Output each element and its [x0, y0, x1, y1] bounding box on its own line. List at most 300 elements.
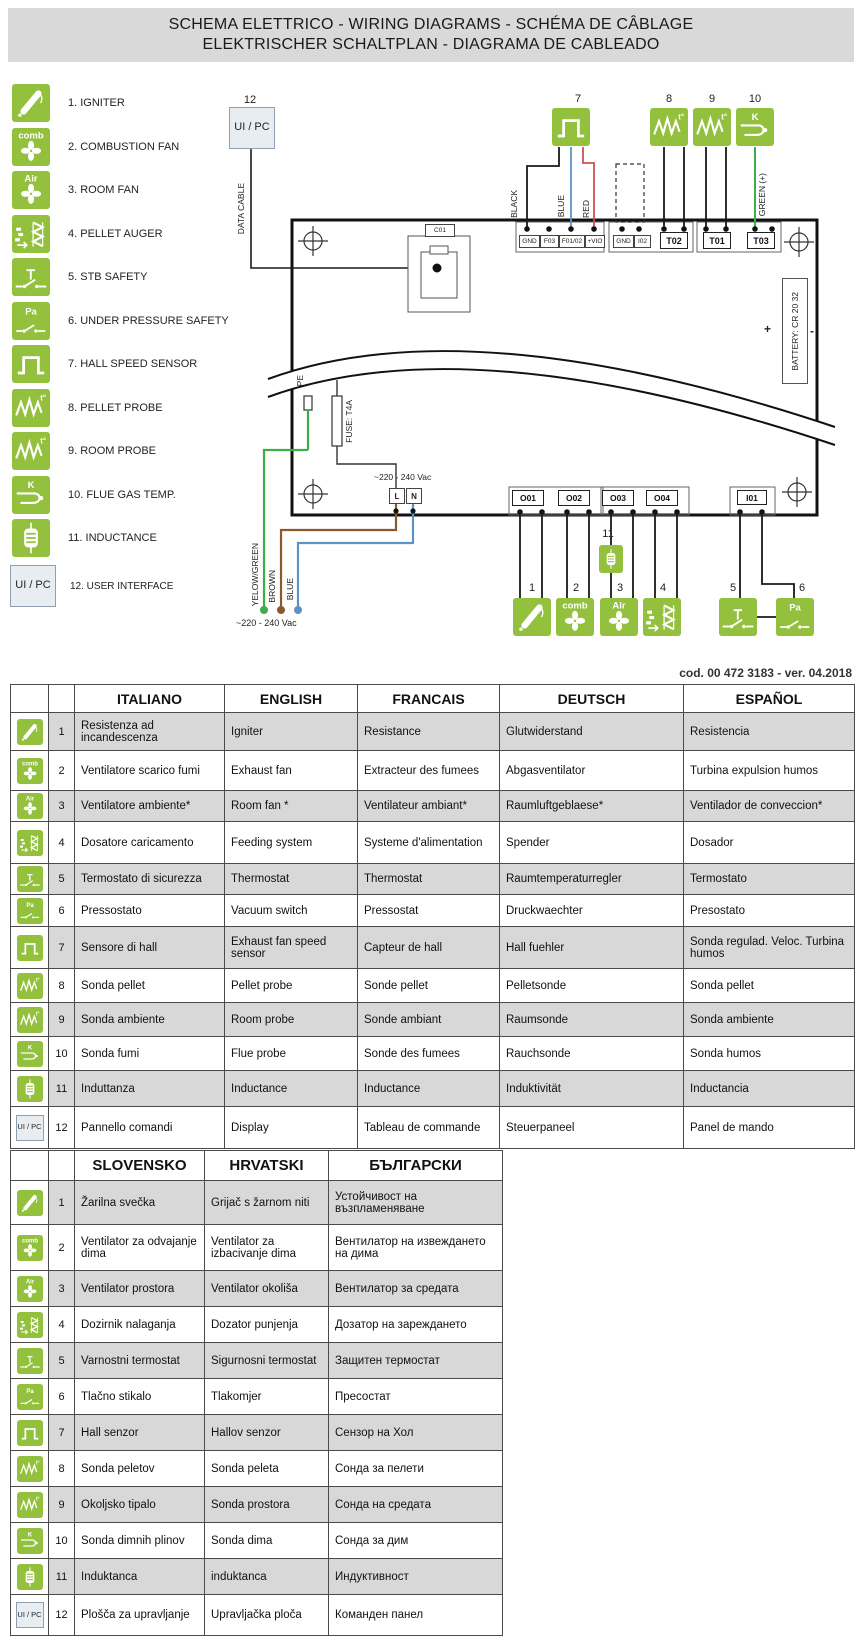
- title-line-2: ELEKTRISCHER SCHALTPLAN - DIAGRAMA DE CABLEADO: [202, 36, 660, 53]
- pellet-auger-icon: [17, 1312, 43, 1338]
- table-row: [11, 1487, 503, 1523]
- pressure-safety-component: [776, 598, 814, 636]
- legend-item-igniter: [12, 84, 125, 122]
- cell-deutsch: Raumsonde: [500, 1003, 684, 1037]
- row-icon: [11, 895, 49, 927]
- header-deutsch: DEUTSCH: [500, 685, 684, 713]
- table-row: [11, 1071, 855, 1107]
- terminal-gnd: GND: [519, 235, 540, 248]
- cell-english: Inductance: [225, 1071, 358, 1107]
- hall-sensor-icon: [17, 1420, 43, 1446]
- header-italiano: ITALIANO: [75, 685, 225, 713]
- row-num: 11: [49, 1071, 75, 1107]
- cell-hrvatski: Hallov senzor: [205, 1415, 329, 1451]
- table-header-row: [11, 1151, 503, 1181]
- cell-slovensko: Ventilator prostora: [75, 1271, 205, 1307]
- language-table-secondary: [10, 1150, 503, 1636]
- legend-label: 1. IGNITER: [68, 97, 125, 109]
- row-num: 7: [49, 1415, 75, 1451]
- c01-label: C01: [425, 224, 455, 237]
- cell-deutsch: Druckwaechter: [500, 895, 684, 927]
- inductance-component: [599, 545, 623, 573]
- red-wire-label: RED: [581, 200, 591, 218]
- row-num: 10: [49, 1523, 75, 1559]
- cell-italiano: Termostato di sicurezza: [75, 864, 225, 895]
- component-number-8: 8: [665, 93, 673, 105]
- legend-label: 9. ROOM PROBE: [68, 445, 157, 457]
- legend-item-under-pressure-safety: [12, 302, 229, 340]
- cell-deutsch: Abgasventilator: [500, 751, 684, 791]
- table-row: [11, 1307, 503, 1343]
- room-fan-icon: [12, 171, 50, 209]
- cell-deutsch: Raumtemperaturregler: [500, 864, 684, 895]
- row-icon: [11, 791, 49, 822]
- cell-hrvatski: Sonda prostora: [205, 1487, 329, 1523]
- row-icon: [11, 1487, 49, 1523]
- row-num: 6: [49, 1379, 75, 1415]
- mains-voltage-bottom: ~220 - 240 Vac: [236, 618, 297, 628]
- header-english: ENGLISH: [225, 685, 358, 713]
- header-num-col: [49, 685, 75, 713]
- cell-bulgarski: Защитен термостат: [329, 1343, 503, 1379]
- cell-francais: Tableau de commande: [358, 1107, 500, 1149]
- cell-italiano: Resistenza ad incandescenza: [75, 713, 225, 751]
- cell-bulgarski: Команден панел: [329, 1595, 503, 1636]
- cell-italiano: Ventilatore ambiente*: [75, 791, 225, 822]
- cell-espanol: Sonda humos: [684, 1037, 855, 1071]
- room-probe-icon: [12, 432, 50, 470]
- table-row: [11, 1107, 855, 1149]
- language-table-main: [10, 684, 855, 1149]
- legend-item-pellet-auger: [12, 215, 163, 253]
- cell-english: Igniter: [225, 713, 358, 751]
- cell-francais: Sonde pellet: [358, 969, 500, 1003]
- component-number-5: 5: [729, 582, 737, 594]
- cell-italiano: Pressostato: [75, 895, 225, 927]
- yellow-green-wire-label: YELOW/GREEN: [250, 543, 260, 607]
- table-row: [11, 895, 855, 927]
- row-icon: [11, 1107, 49, 1149]
- battery-plus: +: [764, 322, 772, 336]
- row-icon: [11, 1181, 49, 1225]
- row-icon: [11, 1003, 49, 1037]
- combustion-fan-icon: [17, 758, 43, 784]
- optional-sensor-dashed-box: [616, 164, 644, 222]
- header-slovensko: SLOVENSKO: [75, 1151, 205, 1181]
- cell-slovensko: Žarilna svečka: [75, 1181, 205, 1225]
- row-icon: [11, 1559, 49, 1595]
- cell-bulgarski: Сензор на Хол: [329, 1415, 503, 1451]
- green-wire-label: GREEN (+): [757, 173, 767, 217]
- terminal-o03: O03: [602, 490, 634, 506]
- room-probe-component: [693, 108, 731, 146]
- cell-italiano: Sensore di hall: [75, 927, 225, 969]
- row-icon: [11, 822, 49, 864]
- terminal-t01: T01: [703, 232, 731, 249]
- header-francais: FRANCAIS: [358, 685, 500, 713]
- cell-english: Room fan *: [225, 791, 358, 822]
- hall-sensor-icon: [17, 935, 43, 961]
- table-row: [11, 1595, 503, 1636]
- legend-label: 10. FLUE GAS TEMP.: [68, 489, 176, 501]
- cell-deutsch: Hall fuehler: [500, 927, 684, 969]
- cell-deutsch: Steuerpaneel: [500, 1107, 684, 1149]
- header-hrvatski: HRVATSKI: [205, 1151, 329, 1181]
- row-icon: [11, 1071, 49, 1107]
- row-num: 8: [49, 969, 75, 1003]
- terminal-f01-02: F01/02: [559, 235, 585, 248]
- table-row: [11, 1523, 503, 1559]
- inductance-icon: [17, 1076, 43, 1102]
- row-icon: [11, 713, 49, 751]
- terminal-o04: O04: [646, 490, 678, 506]
- cell-bulgarski: Вентилатор на извеждането на дима: [329, 1225, 503, 1271]
- terminal-i02: I02: [634, 235, 651, 248]
- terminal-i01: I01: [737, 490, 767, 505]
- cell-english: Feeding system: [225, 822, 358, 864]
- cell-bulgarski: Индуктивност: [329, 1559, 503, 1595]
- hall-sensor-component: [552, 108, 590, 146]
- cell-espanol: Ventilador de conveccion*: [684, 791, 855, 822]
- component-number-3: 3: [616, 582, 624, 594]
- row-icon: [11, 1415, 49, 1451]
- cell-slovensko: Okoljsko tipalo: [75, 1487, 205, 1523]
- row-icon: [11, 1037, 49, 1071]
- cell-italiano: Dosatore caricamento: [75, 822, 225, 864]
- cell-deutsch: Spender: [500, 822, 684, 864]
- cell-italiano: Induttanza: [75, 1071, 225, 1107]
- cell-espanol: Turbina expulsion humos: [684, 751, 855, 791]
- table-row: [11, 1037, 855, 1071]
- table-row: [11, 1343, 503, 1379]
- cell-english: Thermostat: [225, 864, 358, 895]
- cell-francais: Ventilateur ambiant*: [358, 791, 500, 822]
- header-icon-col: [11, 1151, 49, 1181]
- component-number-7: 7: [574, 93, 582, 105]
- terminal-o02: O02: [558, 490, 590, 506]
- cell-hrvatski: induktanca: [205, 1559, 329, 1595]
- cell-hrvatski: Tlakomjer: [205, 1379, 329, 1415]
- row-icon: [11, 1307, 49, 1343]
- cell-hrvatski: Sonda dima: [205, 1523, 329, 1559]
- row-num: 1: [49, 713, 75, 751]
- row-num: 8: [49, 1451, 75, 1487]
- cell-english: Room probe: [225, 1003, 358, 1037]
- table-row: [11, 751, 855, 791]
- igniter-icon: [17, 719, 43, 745]
- legend-label: 3. ROOM FAN: [68, 184, 139, 196]
- pellet-probe-icon: [17, 1456, 43, 1482]
- stb-safety-icon: [12, 258, 50, 296]
- inductance-icon: [17, 1564, 43, 1590]
- flue-gas-probe-component: [736, 108, 774, 146]
- cell-english: Pellet probe: [225, 969, 358, 1003]
- row-icon: [11, 1343, 49, 1379]
- combustion-fan-component: [556, 598, 594, 636]
- cell-espanol: Inductancia: [684, 1071, 855, 1107]
- cell-bulgarski: Устойчивост на възпламеняване: [329, 1181, 503, 1225]
- igniter-icon: [17, 1190, 43, 1216]
- cell-espanol: Dosador: [684, 822, 855, 864]
- cell-espanol: Sonda ambiente: [684, 1003, 855, 1037]
- pellet-probe-icon: [17, 973, 43, 999]
- legend-item-pellet-probe: [12, 389, 163, 427]
- terminal-f03: F03: [540, 235, 559, 248]
- cell-francais: Inductance: [358, 1071, 500, 1107]
- terminal-t02: T02: [660, 232, 688, 249]
- legend-label: 6. UNDER PRESSURE SAFETY: [68, 315, 229, 327]
- row-icon: [11, 1595, 49, 1636]
- room-fan-icon: [17, 1276, 43, 1302]
- cell-slovensko: Hall senzor: [75, 1415, 205, 1451]
- cell-slovensko: Varnostni termostat: [75, 1343, 205, 1379]
- cell-english: Flue probe: [225, 1037, 358, 1071]
- cell-francais: Capteur de hall: [358, 927, 500, 969]
- ui-pc-icon: UI / PC: [10, 565, 56, 607]
- table-row: [11, 1225, 503, 1271]
- cell-hrvatski: Dozator punjenja: [205, 1307, 329, 1343]
- title-line-1: SCHEMA ELETTRICO - WIRING DIAGRAMS - SCHÉMA DE CÂBLAGE: [168, 16, 694, 33]
- cell-bulgarski: Пресостат: [329, 1379, 503, 1415]
- pellet-auger-icon: [17, 830, 43, 856]
- cell-francais: Systeme d'alimentation: [358, 822, 500, 864]
- stb-safety-component: [719, 598, 757, 636]
- legend-item-room-probe: [12, 432, 156, 470]
- table-header-row: [11, 685, 855, 713]
- cell-slovensko: Dozirnik nalaganja: [75, 1307, 205, 1343]
- table-row: [11, 1271, 503, 1307]
- header-num-col: [49, 1151, 75, 1181]
- cell-deutsch: Raumluftgeblaese*: [500, 791, 684, 822]
- table-row: [11, 713, 855, 751]
- row-icon: [11, 1379, 49, 1415]
- cell-deutsch: Induktivität: [500, 1071, 684, 1107]
- cell-italiano: Ventilatore scarico fumi: [75, 751, 225, 791]
- c01-connector: [408, 236, 470, 312]
- pressure-safety-icon: [17, 1384, 43, 1410]
- mains-voltage-top: ~220 - 240 Vac: [374, 472, 432, 482]
- black-wire-label: BLACK: [509, 190, 519, 218]
- header-icon-col: [11, 685, 49, 713]
- component-number-6: 6: [798, 582, 806, 594]
- cell-hrvatski: Upravljačka ploča: [205, 1595, 329, 1636]
- row-icon: [11, 969, 49, 1003]
- legend-label: 7. HALL SPEED SENSOR: [68, 358, 198, 370]
- combustion-fan-icon: [17, 1235, 43, 1261]
- pellet-auger-icon: [12, 215, 50, 253]
- combustion-fan-icon: [12, 128, 50, 166]
- legend-item-flue-gas-temp: [12, 476, 176, 514]
- cell-espanol: Sonda regulad. Veloc. Turbina humos: [684, 927, 855, 969]
- legend-label: 12. USER INTERFACE: [70, 580, 174, 592]
- cell-hrvatski: Grijač s žarnom niti: [205, 1181, 329, 1225]
- legend-label: 4. PELLET AUGER: [68, 228, 163, 240]
- cell-espanol: Resistencia: [684, 713, 855, 751]
- room-fan-icon: [17, 793, 43, 819]
- cell-bulgarski: Дозатор на зареждането: [329, 1307, 503, 1343]
- component-number-11: 11: [602, 528, 614, 540]
- room-probe-icon: [17, 1007, 43, 1033]
- cell-hrvatski: Sonda peleta: [205, 1451, 329, 1487]
- table-row: [11, 1451, 503, 1487]
- pressure-safety-icon: [17, 898, 43, 924]
- room-fan-component: [600, 598, 638, 636]
- cell-francais: Thermostat: [358, 864, 500, 895]
- row-icon: [11, 927, 49, 969]
- terminal-gnd-2: GND: [613, 235, 634, 248]
- stb-safety-icon: [17, 866, 43, 892]
- row-num: 7: [49, 927, 75, 969]
- row-num: 1: [49, 1181, 75, 1225]
- component-number-12: 12: [243, 94, 257, 106]
- inductance-icon: [12, 519, 50, 557]
- cell-italiano: Sonda pellet: [75, 969, 225, 1003]
- legend-item-combustion-fan: [12, 128, 179, 166]
- cell-english: Vacuum switch: [225, 895, 358, 927]
- table-row: [11, 822, 855, 864]
- cell-slovensko: Induktanca: [75, 1559, 205, 1595]
- row-num: 4: [49, 1307, 75, 1343]
- row-num: 6: [49, 895, 75, 927]
- row-num: 5: [49, 864, 75, 895]
- legend-item-user-interface: [10, 565, 173, 607]
- header-bulgarski: БЪЛГАРСКИ: [329, 1151, 503, 1181]
- data-cable-label: DATA CABLE: [236, 183, 246, 235]
- row-num: 12: [49, 1107, 75, 1149]
- flue-gas-probe-icon: [17, 1041, 43, 1067]
- flue-gas-probe-icon: [17, 1528, 43, 1554]
- row-num: 2: [49, 751, 75, 791]
- igniter-component: [513, 598, 551, 636]
- terminal-o01: O01: [512, 490, 544, 506]
- row-num: 2: [49, 1225, 75, 1271]
- cell-espanol: Panel de mando: [684, 1107, 855, 1149]
- cell-bulgarski: Сонда на средата: [329, 1487, 503, 1523]
- cell-italiano: Sonda fumi: [75, 1037, 225, 1071]
- component-number-10: 10: [748, 93, 762, 105]
- row-icon: [11, 1225, 49, 1271]
- row-icon: [11, 1451, 49, 1487]
- table-row: [11, 1559, 503, 1595]
- cell-francais: Sonde des fumees: [358, 1037, 500, 1071]
- cell-bulgarski: Сонда за пелети: [329, 1451, 503, 1487]
- row-num: 4: [49, 822, 75, 864]
- pellet-probe-component: [650, 108, 688, 146]
- pellet-probe-icon: [12, 389, 50, 427]
- terminal-t03: T03: [747, 232, 775, 249]
- cell-hrvatski: Ventilator za izbacivanje dima: [205, 1225, 329, 1271]
- blue-wire-label-2: BLUE: [285, 578, 295, 601]
- table-row: [11, 969, 855, 1003]
- fuse-label: FUSE: T4A: [344, 400, 354, 443]
- stb-safety-icon: [17, 1348, 43, 1374]
- cell-slovensko: Sonda peletov: [75, 1451, 205, 1487]
- terminal-vio: +VIO: [585, 235, 605, 248]
- terminal-l: L: [389, 488, 405, 504]
- cell-hrvatski: Sigurnosni termostat: [205, 1343, 329, 1379]
- cell-espanol: Presostato: [684, 895, 855, 927]
- pressure-safety-icon: [12, 302, 50, 340]
- row-num: 3: [49, 1271, 75, 1307]
- room-probe-icon: [17, 1492, 43, 1518]
- cell-hrvatski: Ventilator okoliša: [205, 1271, 329, 1307]
- row-icon: [11, 864, 49, 895]
- pellet-auger-component: [643, 598, 681, 636]
- row-icon: [11, 751, 49, 791]
- cell-bulgarski: Сонда за дим: [329, 1523, 503, 1559]
- battery-minus: -: [810, 324, 814, 338]
- table-row: [11, 791, 855, 822]
- ui-pc-box: UI / PC: [229, 107, 275, 149]
- row-num: 3: [49, 791, 75, 822]
- cell-francais: Extracteur des fumees: [358, 751, 500, 791]
- terminal-n: N: [406, 488, 422, 504]
- cell-deutsch: Pelletsonde: [500, 969, 684, 1003]
- table-row: [11, 927, 855, 969]
- blue-wire-label: BLUE: [556, 195, 566, 218]
- ui-pc-icon: UI / PC: [16, 1115, 44, 1141]
- cell-italiano: Sonda ambiente: [75, 1003, 225, 1037]
- table-row: [11, 864, 855, 895]
- component-number-9: 9: [708, 93, 716, 105]
- cell-english: Exhaust fan speed sensor: [225, 927, 358, 969]
- legend-item-inductance: [12, 519, 157, 557]
- row-num: 11: [49, 1559, 75, 1595]
- ui-pc-icon: UI / PC: [16, 1602, 44, 1628]
- row-icon: [11, 1271, 49, 1307]
- component-number-1: 1: [528, 582, 536, 594]
- legend-item-stb-safety: [12, 258, 147, 296]
- battery-label: BATTERY: CR 20 32: [782, 278, 808, 384]
- legend-label: 2. COMBUSTION FAN: [68, 141, 180, 153]
- header-espanol: ESPAÑOL: [684, 685, 855, 713]
- row-num: 12: [49, 1595, 75, 1636]
- cell-deutsch: Glutwiderstand: [500, 713, 684, 751]
- cell-english: Exhaust fan: [225, 751, 358, 791]
- legend-label: 11. INDUCTANCE: [68, 532, 157, 544]
- hall-sensor-icon: [12, 345, 50, 383]
- cell-slovensko: Plošča za upravljanje: [75, 1595, 205, 1636]
- cell-espanol: Termostato: [684, 864, 855, 895]
- cell-francais: Sonde ambiant: [358, 1003, 500, 1037]
- brown-wire-label: BROWN: [267, 570, 277, 603]
- table-row: [11, 1379, 503, 1415]
- cell-espanol: Sonda pellet: [684, 969, 855, 1003]
- table-row: [11, 1003, 855, 1037]
- cell-english: Display: [225, 1107, 358, 1149]
- row-icon: [11, 1523, 49, 1559]
- table-row: [11, 1181, 503, 1225]
- pe-label: PE: [295, 375, 305, 387]
- cell-bulgarski: Вентилатор за средата: [329, 1271, 503, 1307]
- row-num: 9: [49, 1003, 75, 1037]
- table-row: [11, 1415, 503, 1451]
- flue-gas-probe-icon: [12, 476, 50, 514]
- legend-label: 8. PELLET PROBE: [68, 402, 163, 414]
- row-num: 5: [49, 1343, 75, 1379]
- document-code: cod. 00 472 3183 - ver. 04.2018: [679, 666, 852, 680]
- cell-francais: Pressostat: [358, 895, 500, 927]
- cell-deutsch: Rauchsonde: [500, 1037, 684, 1071]
- cell-francais: Resistance: [358, 713, 500, 751]
- row-num: 9: [49, 1487, 75, 1523]
- cell-slovensko: Sonda dimnih plinov: [75, 1523, 205, 1559]
- legend-item-room-fan: [12, 171, 139, 209]
- legend-label: 5. STB SAFETY: [68, 271, 148, 283]
- component-number-4: 4: [659, 582, 667, 594]
- legend-item-hall-speed-sensor: [12, 345, 197, 383]
- probe-wires: [664, 147, 726, 229]
